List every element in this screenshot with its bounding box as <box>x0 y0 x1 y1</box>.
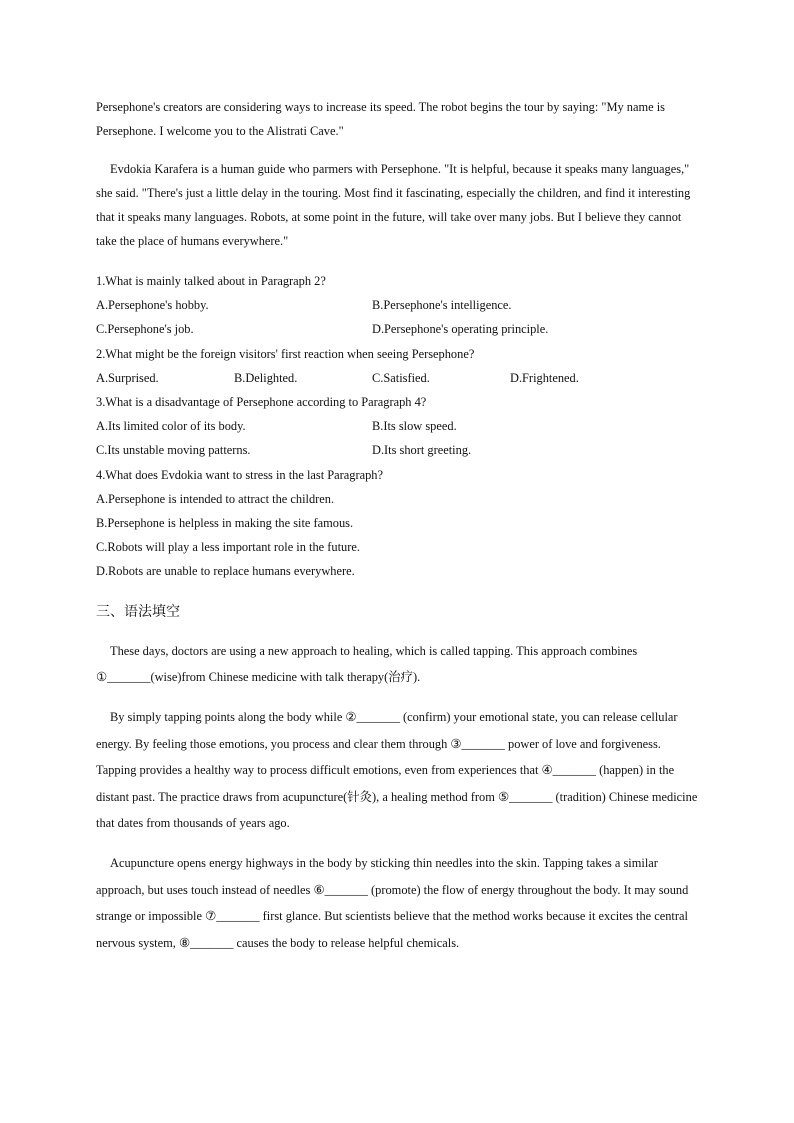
option-a: A.Its limited color of its body. <box>96 419 246 434</box>
question-stem: 1.What is mainly talked about in Paragraph 2? <box>96 274 326 288</box>
option-d: D.Its short greeting. <box>372 443 472 458</box>
question-1 <box>96 269 702 342</box>
question-4 <box>96 463 702 584</box>
reading-paragraph-1: Persephone's creators are considering ways to increase its speed. The robot begins the tour by saying: "My name is Persephone. I welcome you to the Alistrati Cave." <box>96 100 665 138</box>
grammar-paragraph-3: Acupuncture opens energy highways in the body by sticking thin needles into the skin. Tapping takes a similar approach, but uses touch instead of needles ⑥_______ (promote) the flow of energy throughout the body. It may sound strange or impossible ⑦_______ first glance. But scientists believe that the method works because it excites the central nervous system, ⑧_______ causes the body to release helpful chemicals. <box>96 856 689 950</box>
option-d: D.Persephone's operating principle. <box>372 322 549 337</box>
option-a: A.Persephone's hobby. <box>96 298 209 313</box>
question-3 <box>96 390 702 463</box>
grammar-paragraph-2: By simply tapping points along the body while ②_______ (confirm) your emotional state, you can release cellular energy. By feeling those emotions, you process and clear them through ③_______ power of love and forgiveness. Tapping provides a healthy way to process difficult emotions, even from experiences that ④_______ (happen) in the distant past. The practice draws from acupuncture(针灸), a healing method from ⑤_______ (tradition) Chinese medicine that dates from thousands of years ago. <box>96 710 698 831</box>
option-c: C.Persephone's job. <box>96 322 194 337</box>
section-title: 三、语法填空 <box>96 603 180 620</box>
grammar-paragraph-1: These days, doctors are using a new approach to healing, which is called tapping. This approach combines ①_______(wise)from Chinese medicine with talk therapy(治疗). <box>96 643 638 685</box>
option-c: C.Satisfied. <box>372 370 430 385</box>
page-content <box>96 95 702 956</box>
option-b: B.Its slow speed. <box>372 419 457 434</box>
option-d: D.Frightened. <box>510 370 579 385</box>
question-stem: 2.What might be the foreign visitors' first reaction when seeing Persephone? <box>96 346 475 361</box>
reading-paragraph-2: Evdokia Karafera is a human guide who parmers with Persephone. "It is helpful, because it speaks many languages," she said. "There's just a little delay in the touring. Most find it fascinating, especially the children, and find it interesting that it speaks many languages. Robots, at some point in the future, will take over many jobs. But I believe they cannot take the place of humans everywhere." <box>96 162 691 248</box>
option-a: A.Persephone is intended to attract the children. <box>96 491 335 506</box>
option-c: C.Robots will play a less important role in the future. <box>96 540 360 555</box>
option-d: D.Robots are unable to replace humans everywhere. <box>96 564 355 579</box>
option-c: C.Its unstable moving patterns. <box>96 443 251 458</box>
option-b: B.Persephone's intelligence. <box>372 298 512 313</box>
question-stem: 4.What does Evdokia want to stress in the last Paragraph? <box>96 467 383 482</box>
option-b: B.Persephone is helpless in making the site famous. <box>96 516 354 531</box>
question-stem: 3.What is a disadvantage of Persephone according to Paragraph 4? <box>96 395 427 410</box>
option-a: A.Surprised. <box>96 370 159 385</box>
question-2 <box>96 342 702 390</box>
option-b: B.Delighted. <box>234 370 298 385</box>
